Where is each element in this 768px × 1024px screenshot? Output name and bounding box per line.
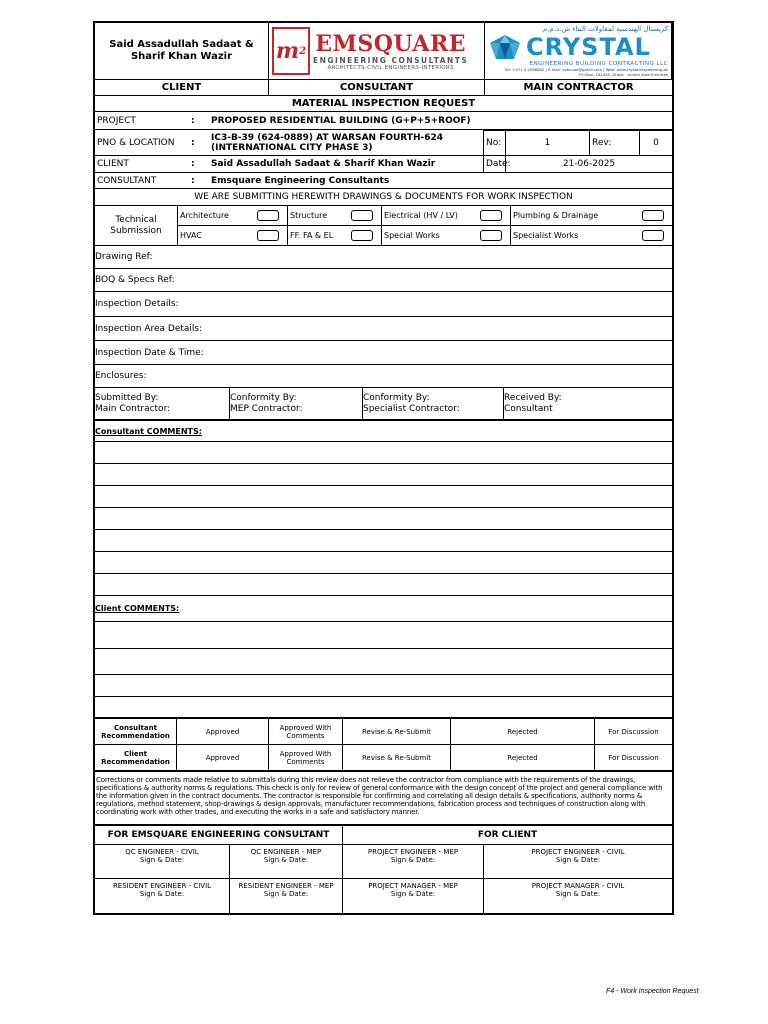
checkbox-box[interactable] (642, 230, 664, 241)
option-revise-resubmit[interactable]: Revise & Re-Submit (343, 719, 451, 744)
colon: : (191, 115, 195, 126)
option-approved[interactable]: Approved (177, 745, 269, 770)
consultant-comments-header (95, 421, 672, 442)
checkbox-electrical[interactable]: Electrical (HV / LV) (382, 206, 511, 225)
client-value: Said Assadullah Sadaat & Sharif Khan Wazir (211, 156, 484, 172)
client-recommendation-row (95, 745, 672, 772)
client-comments-label: Client COMMENTS: (95, 604, 180, 613)
disclaimer-row (95, 772, 672, 826)
client-comment-line[interactable] (95, 675, 672, 697)
project-row (95, 112, 672, 129)
m2-logo-mark: m 2 (272, 27, 310, 75)
checkbox-box[interactable] (480, 230, 502, 241)
inspection-form (93, 21, 674, 915)
conformity-by-mep[interactable]: Conformity By: MEP Contractor: (230, 388, 363, 419)
role-consultant: CONSULTANT (269, 80, 485, 95)
consultant-logo-cell (269, 23, 485, 79)
submitted-by-main-contractor[interactable]: Submitted By: Main Contractor: (95, 388, 230, 419)
consultant-comment-line[interactable] (95, 486, 672, 508)
crystal-arabic-name: كريستال الهندسية لمقاولات البناء ش.ذ.م.م (543, 25, 668, 33)
disclaimer-text: Corrections or comments made relative to submittals during this review does not relieve the contractor from compliance with the requirements of the drawings, specifications & authority norms & regulations. This check is only for review of general conformance with the design concept of the project and general compliance with the information given in the contract documents. The contractor is responsible for confirming and correlating all design details & specifications, authority norms & regulations, method statement, shop-drawings & design approvals, manufacturer recommendations, fabrication process and techniques of construction along with coordinating work with other trades, and executing the works in a safe and satisfactory manner. (96, 776, 663, 817)
option-for-discussion[interactable]: For Discussion (608, 727, 659, 736)
sign-qc-civil[interactable]: QC ENGINEER - CIVIL Sign & Date: (95, 845, 230, 878)
client-comment-line[interactable] (95, 649, 672, 675)
pno-label: PNO & LOCATION (97, 137, 175, 148)
option-approved-with-comments[interactable]: Approved With Comments (269, 719, 343, 744)
field-inspection-area-details[interactable]: Inspection Area Details: (95, 317, 672, 341)
checkbox-structure[interactable]: Structure (288, 206, 382, 225)
crystal-logo (485, 23, 671, 79)
client-name-cell (95, 23, 269, 79)
consultant-recommendation-label: Consultant Recommendation (95, 719, 177, 744)
project-label: PROJECT (97, 115, 136, 126)
option-rejected[interactable]: Rejected (451, 719, 595, 744)
consultant-comment-line[interactable] (95, 464, 672, 486)
technical-submission-label: Technical Submission (95, 206, 178, 245)
sign-project-engineer-civil[interactable]: PROJECT ENGINEER - CIVIL Sign & Date: (531, 848, 625, 864)
roles-row (95, 80, 672, 96)
sign-project-engineer-mep[interactable]: PROJECT ENGINEER - MEP Sign & Date: (343, 845, 484, 878)
signoff-consultant-title: FOR EMSQUARE ENGINEERING CONSULTANT (95, 826, 343, 844)
consultant-label: CONSULTANT (97, 175, 157, 186)
colon: : (191, 175, 195, 186)
sign-project-manager-civil[interactable]: PROJECT MANAGER - CIVIL Sign & Date: (531, 882, 625, 898)
consultant-comment-line[interactable] (95, 508, 672, 530)
client-label: CLIENT (97, 159, 129, 169)
field-inspection-date-time[interactable]: Inspection Date & Time: (95, 341, 672, 365)
colon: : (191, 137, 195, 148)
field-drawing-ref[interactable]: Drawing Ref: (95, 246, 672, 269)
pno-value: IC3-B-39 (624-0889) AT WARSAN FOURTH-624 (INTERNATIONAL CITY PHASE 3) (211, 130, 484, 155)
rev-value: 0 (640, 130, 672, 155)
header-row (95, 23, 672, 80)
checkbox-plumbing[interactable]: Plumbing & Drainage (511, 206, 672, 225)
option-approved-with-comments[interactable]: Approved With Comments (269, 745, 343, 770)
option-for-discussion[interactable]: For Discussion (608, 753, 659, 762)
field-boq-specs-ref[interactable]: BOQ & Specs Ref: (95, 269, 672, 292)
consultant-comment-line[interactable] (95, 552, 672, 574)
submitting-banner-row (95, 189, 672, 206)
checkbox-hvac[interactable]: HVAC (178, 226, 288, 245)
technical-submission-row (95, 206, 672, 246)
signoff-row-2 (95, 879, 672, 913)
crystal-contact: Tel: +971 4 2586862 | E-mail: cebcuae@gmail.com | Web: www.crystalengineering.ae (504, 67, 668, 72)
checkbox-box[interactable] (351, 230, 373, 241)
contractor-logo-cell (485, 23, 672, 79)
pno-row (95, 129, 672, 155)
checkbox-box[interactable] (642, 210, 664, 221)
conformity-by-specialist[interactable]: Conformity By: Specialist Contractor: (363, 388, 504, 419)
no-value: 1 (506, 130, 590, 155)
emsquare-logo (269, 23, 484, 79)
emsquare-tagline: ENGINEERING CONSULTANTS (313, 55, 469, 65)
date-value: 21-06-2025 (562, 159, 616, 169)
consultant-comment-line[interactable] (95, 574, 672, 596)
submitting-banner: WE ARE SUBMITTING HEREWITH DRAWINGS & DOCUMENTS FOR WORK INSPECTION (194, 192, 573, 202)
no-label: No: (484, 130, 506, 155)
field-inspection-details[interactable]: Inspection Details: (95, 292, 672, 317)
date-label: Date: (484, 156, 506, 172)
signoff-row-1 (95, 845, 672, 879)
role-client: CLIENT (95, 80, 269, 95)
page-footer: F4 - Work Inspection Request (606, 988, 699, 995)
form-title: MATERIAL INSPECTION REQUEST (291, 98, 476, 109)
signoff-header-row (95, 826, 672, 845)
checkbox-ff-fa-el[interactable]: FF. FA & EL (288, 226, 382, 245)
client-name: Said Assadullah Sadaat & Sharif Khan Wazir (109, 39, 254, 62)
submitted-row (95, 388, 672, 421)
sign-resident-mep[interactable]: RESIDENT ENGINEER - MEP Sign & Date: (230, 879, 343, 913)
crystal-address: P.O.Box: 181495, Dubai - United Arab Emirates (579, 72, 668, 77)
checkbox-architecture[interactable]: Architecture (178, 206, 288, 225)
client-comment-line[interactable] (95, 697, 672, 719)
title-row (95, 96, 672, 112)
sign-project-manager-mep[interactable]: PROJECT MANAGER - MEP Sign & Date: (343, 879, 484, 913)
consultant-comment-line[interactable] (95, 530, 672, 552)
colon: : (191, 159, 195, 169)
consultant-comment-line[interactable] (95, 442, 672, 464)
crystal-gem-icon (488, 33, 522, 61)
received-by-consultant[interactable]: Received By: Consultant (504, 392, 562, 414)
signoff-client-title: FOR CLIENT (477, 830, 538, 840)
client-row (95, 155, 672, 172)
client-comment-line[interactable] (95, 622, 672, 649)
checkbox-specialist-works[interactable]: Specialist Works (511, 226, 672, 245)
client-comments-header (95, 596, 672, 622)
client-recommendation-label: Client Recommendation (95, 745, 177, 770)
emsquare-name: EMSQUARE (315, 30, 467, 57)
option-revise-resubmit[interactable]: Revise & Re-Submit (343, 745, 451, 770)
crystal-tagline: ENGINEERING BUILDING CONTRACTING LLC (529, 61, 668, 67)
consultant-recommendation-row (95, 719, 672, 745)
role-main-contractor: MAIN CONTRACTOR (523, 82, 634, 93)
checkbox-special-works[interactable]: Special Works (382, 226, 511, 245)
checkbox-box[interactable] (257, 210, 279, 221)
sign-qc-mep[interactable]: QC ENGINEER - MEP Sign & Date: (230, 845, 343, 878)
consultant-row (95, 172, 672, 189)
emsquare-subline: ARCHITECTS-CIVIL ENGINEERS-INTERIORS (327, 64, 454, 71)
checkbox-box[interactable] (257, 230, 279, 241)
project-value: PROPOSED RESIDENTIAL BUILDING (G+P+5+ROOF) (211, 115, 471, 126)
sign-resident-civil[interactable]: RESIDENT ENGINEER - CIVIL Sign & Date: (95, 879, 230, 913)
consultant-comments-label: Consultant COMMENTS: (95, 426, 202, 436)
crystal-name: CRYSTAL (526, 33, 651, 61)
rev-label: Rev: (590, 130, 640, 155)
field-enclosures[interactable]: Enclosures: (95, 365, 672, 388)
option-approved[interactable]: Approved (177, 719, 269, 744)
checkbox-box[interactable] (351, 210, 373, 221)
checkbox-box[interactable] (480, 210, 502, 221)
option-rejected[interactable]: Rejected (451, 745, 595, 770)
consultant-value: Emsquare Engineering Consultants (211, 175, 390, 186)
